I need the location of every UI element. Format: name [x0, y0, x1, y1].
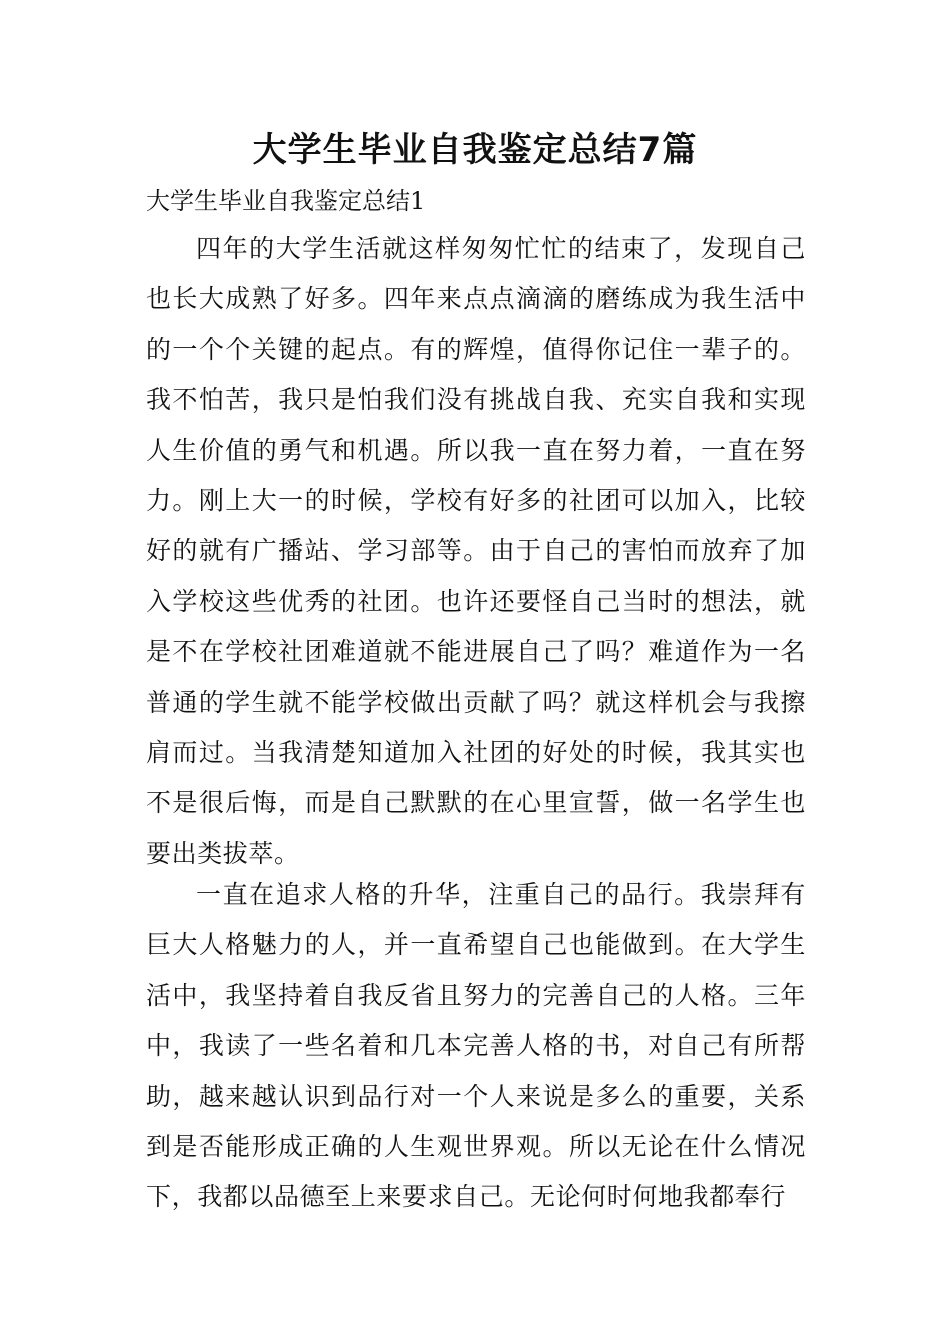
body-paragraph: 一直在追求人格的升华，注重自己的品行。我崇拜有巨大人格魅力的人，并一直希望自己也能做到。在大学生活中，我坚持着自我反省且努力的完善自己的人格。三年中，我读了一些名着和几本完善人格的书，对自己有所帮助，越来越认识到品行对一个人来说是多么的重要，关系到是否能形成正确的人生观世界观。所以无论在什么情况下，我都以品德至上来要求自己。无论何时何地我都奉行 [146, 880, 806, 1212]
paragraph-block-2 [146, 870, 806, 1223]
body-paragraph: 四年的大学生活就这样匆匆忙忙的结束了，发现自己也长大成熟了好多。四年来点点滴滴的磨练成为我生活中的一个个关键的起点。有的辉煌，值得你记住一辈子的。我不怕苦，我只是怕我们没有挑战自我、充实自我和实现人生价值的勇气和机遇。所以我一直在努力着，一直在努力。刚上大一的时候，学校有好多的社团可以加入，比较好的就有广播站、学习部等。由于自己的害怕而放弃了加入学校这些优秀的社团。也许还要怪自己当时的想法，就是不在学校社团难道就不能进展自己了吗？难道作为一名普通的学生就不能学校做出贡献了吗？就这样机会与我擦肩而过。当我清楚知道加入社团的好处的时候，我其实也不是很后悔，而是自己默默的在心里宣誓，做一名学生也要出类拔萃。 [146, 234, 806, 868]
document-title: 大学生毕业自我鉴定总结7篇 [252, 130, 698, 170]
paragraph-block-1 [146, 224, 806, 879]
section-heading: 大学生毕业自我鉴定总结1 [146, 187, 426, 215]
